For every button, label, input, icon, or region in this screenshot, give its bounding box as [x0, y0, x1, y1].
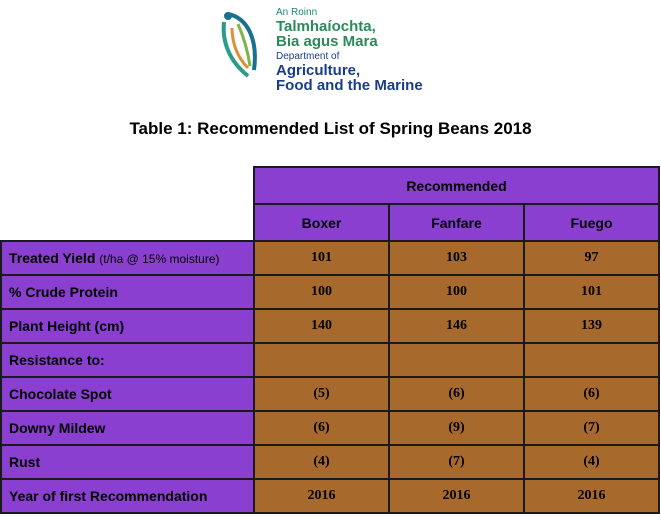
value-cell: (4)	[524, 445, 659, 479]
group-header: Recommended	[254, 167, 659, 204]
row-label: Treated Yield (t/ha @ 15% moisture)	[1, 241, 254, 275]
row-label: Rust	[1, 445, 254, 479]
table-row	[1, 309, 659, 343]
value-cell: 2016	[254, 479, 389, 513]
row-label: % Crude Protein	[1, 275, 254, 309]
table-row	[1, 479, 659, 513]
table-row	[1, 343, 659, 377]
department-logo	[218, 8, 448, 112]
logo-irish-line1: Talmhaíochta,	[276, 17, 376, 35]
table-row	[1, 411, 659, 445]
value-cell: 100	[389, 275, 524, 309]
value-cell: 2016	[389, 479, 524, 513]
table-row	[1, 241, 659, 275]
table-row	[1, 275, 659, 309]
row-label: Year of first Recommendation	[1, 479, 254, 513]
value-cell: 97	[524, 241, 659, 275]
corner-blank	[1, 167, 254, 204]
table-row	[1, 445, 659, 479]
value-cell: (9)	[389, 411, 524, 445]
value-cell: (6)	[389, 377, 524, 411]
harp-icon	[218, 10, 268, 80]
variety-header: Boxer	[254, 204, 389, 241]
table-row	[1, 377, 659, 411]
logo-irish-line2: Bia agus Mara	[276, 33, 378, 51]
corner-blank	[1, 204, 254, 241]
variety-header: Fanfare	[389, 204, 524, 241]
value-cell: (7)	[389, 445, 524, 479]
value-cell: (4)	[254, 445, 389, 479]
row-label: Resistance to:	[1, 343, 254, 377]
page-title: Table 1: Recommended List of Spring Beans 2018	[129, 119, 532, 138]
value-cell: 101	[524, 275, 659, 309]
value-cell: 101	[254, 241, 389, 275]
value-cell: 140	[254, 309, 389, 343]
value-cell: 146	[389, 309, 524, 343]
value-cell	[254, 343, 389, 377]
value-cell: 139	[524, 309, 659, 343]
row-sublabel: (t/ha @ 15% moisture)	[99, 252, 220, 266]
value-cell: (5)	[254, 377, 389, 411]
logo-irish-small: An Roinn	[276, 7, 318, 18]
recommended-list-table	[0, 166, 660, 514]
value-cell	[389, 343, 524, 377]
value-cell	[524, 343, 659, 377]
logo-english-line1: Agriculture,	[276, 61, 361, 79]
value-cell: (6)	[254, 411, 389, 445]
row-label: Downy Mildew	[1, 411, 254, 445]
value-cell: 100	[254, 275, 389, 309]
row-label: Chocolate Spot	[1, 377, 254, 411]
value-cell: 103	[389, 241, 524, 275]
value-cell: (7)	[524, 411, 659, 445]
logo-english-line2: Food and the Marine	[276, 77, 423, 95]
value-cell: 2016	[524, 479, 659, 513]
logo-english-small: Department of	[276, 51, 340, 62]
value-cell: (6)	[524, 377, 659, 411]
variety-header: Fuego	[524, 204, 659, 241]
row-label: Plant Height (cm)	[1, 309, 254, 343]
